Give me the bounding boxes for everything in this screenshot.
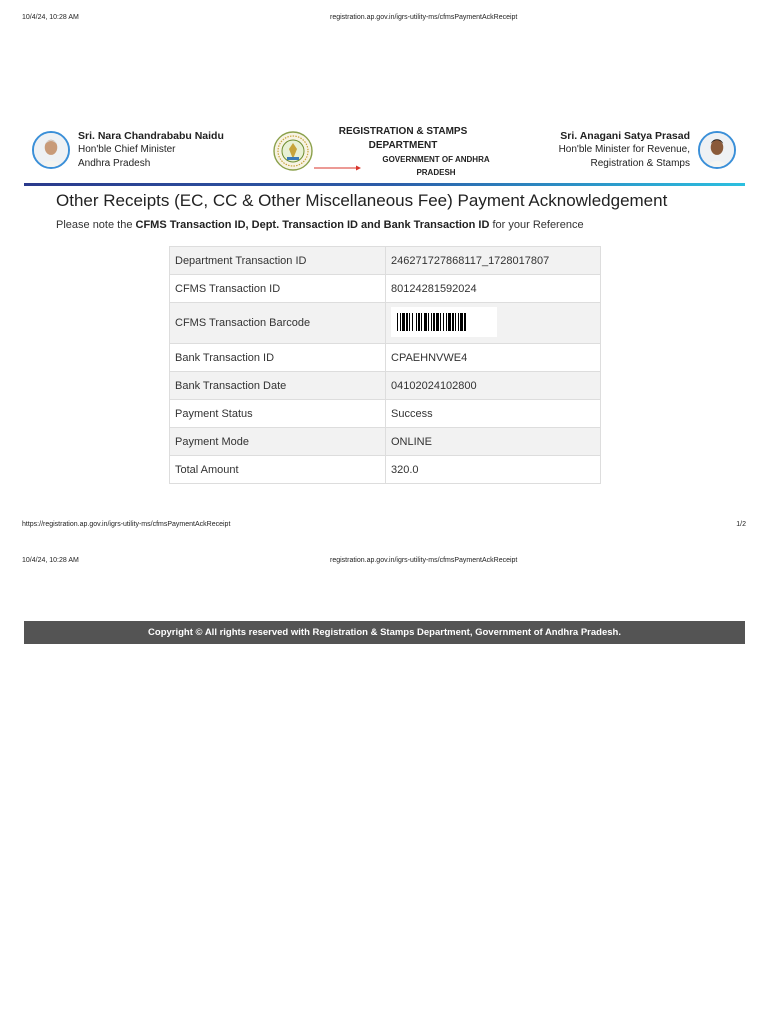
department-name: REGISTRATION & STAMPS DEPARTMENT (338, 126, 468, 151)
row-label: Payment Status (170, 400, 386, 428)
table-row (170, 400, 601, 428)
table-row (170, 428, 601, 456)
minister-title: Hon'ble Minister for Revenue, (558, 144, 690, 155)
minister-info (559, 129, 690, 171)
row-value: 04102024102800 (386, 372, 601, 400)
row-label: Total Amount (170, 456, 386, 484)
payment-status-value: Success (386, 400, 601, 428)
chief-minister-title: Hon'ble Chief Minister (78, 144, 176, 155)
barcode-cell (386, 303, 601, 344)
cfms-barcode (391, 307, 497, 337)
print-date: 10/4/24, 10:28 AM (22, 557, 79, 564)
row-label: Bank Transaction Date (170, 372, 386, 400)
andhra-pradesh-emblem-icon (273, 131, 313, 171)
government-name: GOVERNMENT OF ANDHRA PRADESH (382, 155, 490, 177)
copyright-footer: Copyright © All rights reserved with Registration & Stamps Department, Government of Andhra Pradesh. (24, 621, 745, 644)
table-row (170, 344, 601, 372)
chief-minister-state: Andhra Pradesh (78, 158, 151, 169)
row-value: 80124281592024 (386, 275, 601, 303)
row-value: 246271727868117_1728017807 (386, 247, 601, 275)
payment-details-table (169, 246, 601, 484)
table-row (170, 275, 601, 303)
banner-divider (24, 183, 745, 186)
reference-note: Please note the CFMS Transaction ID, Dept. Transaction ID and Bank Transaction ID for your Reference (56, 219, 584, 231)
row-label: CFMS Transaction Barcode (170, 303, 386, 344)
row-label: CFMS Transaction ID (170, 275, 386, 303)
page-number: 1/2 (736, 521, 746, 528)
reference-note-emphasis: CFMS Transaction ID, Dept. Transaction ID and Bank Transaction ID (135, 219, 490, 231)
table-row (170, 303, 601, 344)
minister-photo (698, 131, 736, 169)
payment-mode-value: ONLINE (386, 428, 601, 456)
red-arrow-icon (314, 164, 362, 172)
row-label: Bank Transaction ID (170, 344, 386, 372)
print-date: 10/4/24, 10:28 AM (22, 14, 79, 21)
row-label: Payment Mode (170, 428, 386, 456)
chief-minister-photo (32, 131, 70, 169)
total-amount-value: 320.0 (386, 456, 601, 484)
table-row (170, 372, 601, 400)
print-address: registration.ap.gov.in/igrs-utility-ms/cfmsPaymentAckReceipt (330, 557, 518, 564)
chief-minister-name: Sri. Nara Chandrababu Naidu (78, 130, 224, 142)
table-row (170, 247, 601, 275)
row-label: Department Transaction ID (170, 247, 386, 275)
page-title: Other Receipts (EC, CC & Other Miscellaneous Fee) Payment Acknowledgement (56, 191, 668, 210)
minister-name: Sri. Anagani Satya Prasad (560, 130, 690, 142)
print-address: registration.ap.gov.in/igrs-utility-ms/cfmsPaymentAckReceipt (330, 14, 518, 21)
minister-portfolio: Registration & Stamps (590, 158, 690, 169)
print-url: https://registration.ap.gov.in/igrs-utility-ms/cfmsPaymentAckReceipt (22, 521, 231, 528)
chief-minister-info (78, 129, 224, 171)
row-value: CPAEHNVWE4 (386, 344, 601, 372)
department-banner (24, 126, 745, 186)
table-row (170, 456, 601, 484)
